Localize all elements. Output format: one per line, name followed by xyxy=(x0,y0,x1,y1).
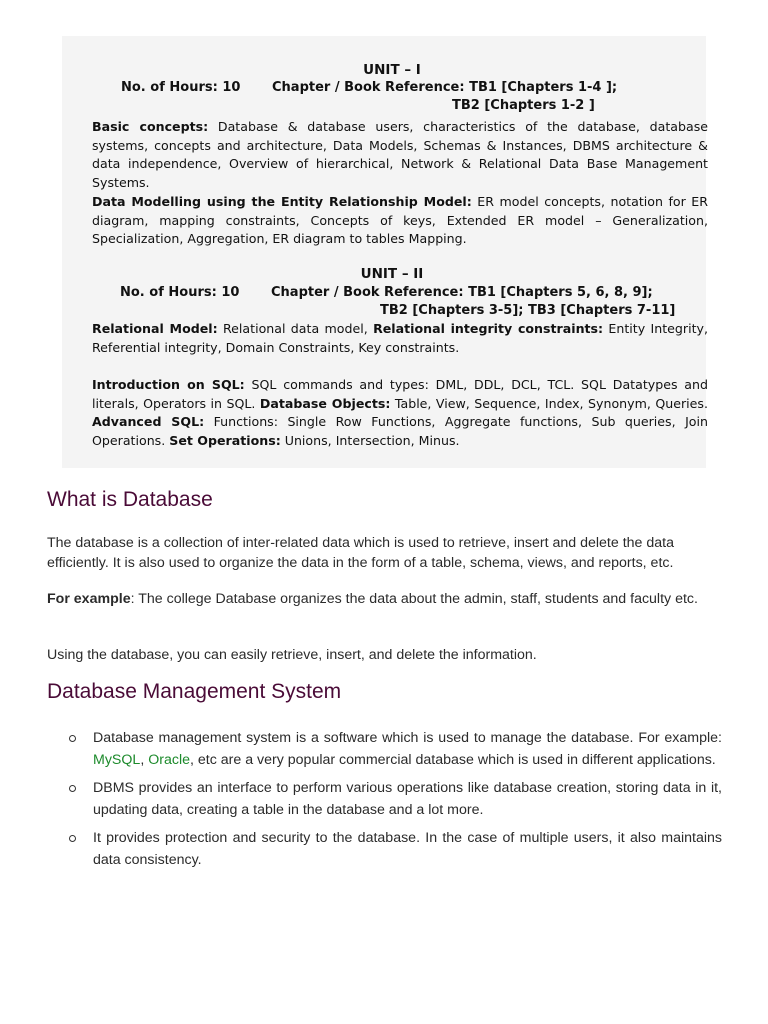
what-is-database-heading: What is Database xyxy=(47,488,213,511)
database-definition: The database is a collection of inter-related data which is used to retrieve, insert and delete the data efficiently. It is also used to organize the data in the form of a table, schema, views, and reports, etc. xyxy=(47,535,674,571)
unit2-relational-model xyxy=(92,320,708,357)
unit1-title: UNIT – I xyxy=(363,62,421,78)
link-separator: , xyxy=(140,752,149,768)
circle-bullet-icon xyxy=(69,785,76,792)
dbms-bullet-list xyxy=(47,727,722,877)
unit2-hours: No. of Hours: 10 xyxy=(120,285,240,300)
db-objects-head: Database Objects: xyxy=(259,395,391,411)
unit2-title: UNIT – II xyxy=(360,266,424,282)
list-item xyxy=(47,827,722,871)
data-modelling-head: Data Modelling using the Entity Relationship Model: xyxy=(92,194,472,209)
unit1-chapter-ref2: TB2 [Chapters 1-2 ] xyxy=(452,98,595,113)
data-modelling-text: ER model concepts, notation for ER diagram, mapping constraints, Concepts of keys, Extended ER model – Generalization, Specialization, Aggregation, ER diagram to tables Mapping. xyxy=(92,194,708,247)
dbms-bullet-1-tail: , etc are a very popular commercial database which is used in different applications. xyxy=(190,752,716,768)
set-operations-head: Set Operations: xyxy=(169,433,281,449)
intro-sql-head: Introduction on SQL: xyxy=(92,377,245,392)
db-objects-text: Table, View, Sequence, Index, Synonym, Queries. xyxy=(390,395,708,411)
unit2-chapter-ref: Chapter / Book Reference: TB1 [Chapters 5, 6, 8, 9]; xyxy=(271,285,653,300)
basic-concepts-text: Database & database users, characteristics of the database, database systems, concepts and architecture, Data Models, Schemas & Instances, DBMS architecture & data independence, Overview of hierarchical, Network & Relational Data Base Management Systems. xyxy=(92,119,708,191)
relational-model-mid: Relational data model, xyxy=(217,321,374,336)
basic-concepts-head: Basic concepts: xyxy=(92,119,209,134)
unit1-hours: No. of Hours: 10 xyxy=(121,80,241,95)
unit2-sql xyxy=(92,376,708,451)
unit1-data-modelling xyxy=(92,193,708,249)
advanced-sql-head: Advanced SQL: xyxy=(92,414,205,430)
unit1-chapter-ref: Chapter / Book Reference: TB1 [Chapters 1-4 ]; xyxy=(272,80,618,95)
example-text: : The college Database organizes the data about the admin, staff, students and faculty etc. xyxy=(130,591,698,607)
list-item xyxy=(47,777,722,821)
unit1-basic-concepts xyxy=(92,118,708,193)
mysql-link[interactable]: MySQL xyxy=(93,752,141,768)
unit2-chapter-ref2: TB2 [Chapters 3-5]; TB3 [Chapters 7-11] xyxy=(380,303,676,318)
oracle-link[interactable]: Oracle xyxy=(148,752,190,768)
relational-integrity-head: Relational integrity constraints: xyxy=(373,321,604,336)
advanced-sql-text: Functions: Single Row Functions, Aggregate functions, Sub queries, Join Operations. xyxy=(92,414,708,449)
database-usage: Using the database, you can easily retrieve, insert, and delete the information. xyxy=(47,647,537,663)
dbms-bullet-3-text: It provides protection and security to the database. In the case of multiple users, it also maintains data consistency. xyxy=(93,830,722,868)
circle-bullet-icon xyxy=(69,835,76,842)
list-item xyxy=(47,727,722,771)
circle-bullet-icon xyxy=(69,735,76,742)
syllabus-scan-image xyxy=(62,36,706,468)
relational-model-head: Relational Model: xyxy=(92,321,218,336)
example-label: For example xyxy=(47,591,131,607)
set-operations-text: Unions, Intersection, Minus. xyxy=(280,433,460,449)
relational-model-text: Entity Integrity, Referential integrity, Domain Constraints, Key constraints. xyxy=(92,321,708,355)
dbms-heading: Database Management System xyxy=(47,680,342,703)
dbms-bullet-1-text: Database management system is a software which is used to manage the database. For example: xyxy=(93,730,722,746)
dbms-bullet-2-text: DBMS provides an interface to perform various operations like database creation, storing data in it, updating data, creating a table in the database and a lot more. xyxy=(93,780,722,818)
database-example xyxy=(47,589,722,609)
intro-sql-text: SQL commands and types: DML, DDL, DCL, TCL. SQL Datatypes and literals, Operators in SQL. xyxy=(92,377,708,411)
